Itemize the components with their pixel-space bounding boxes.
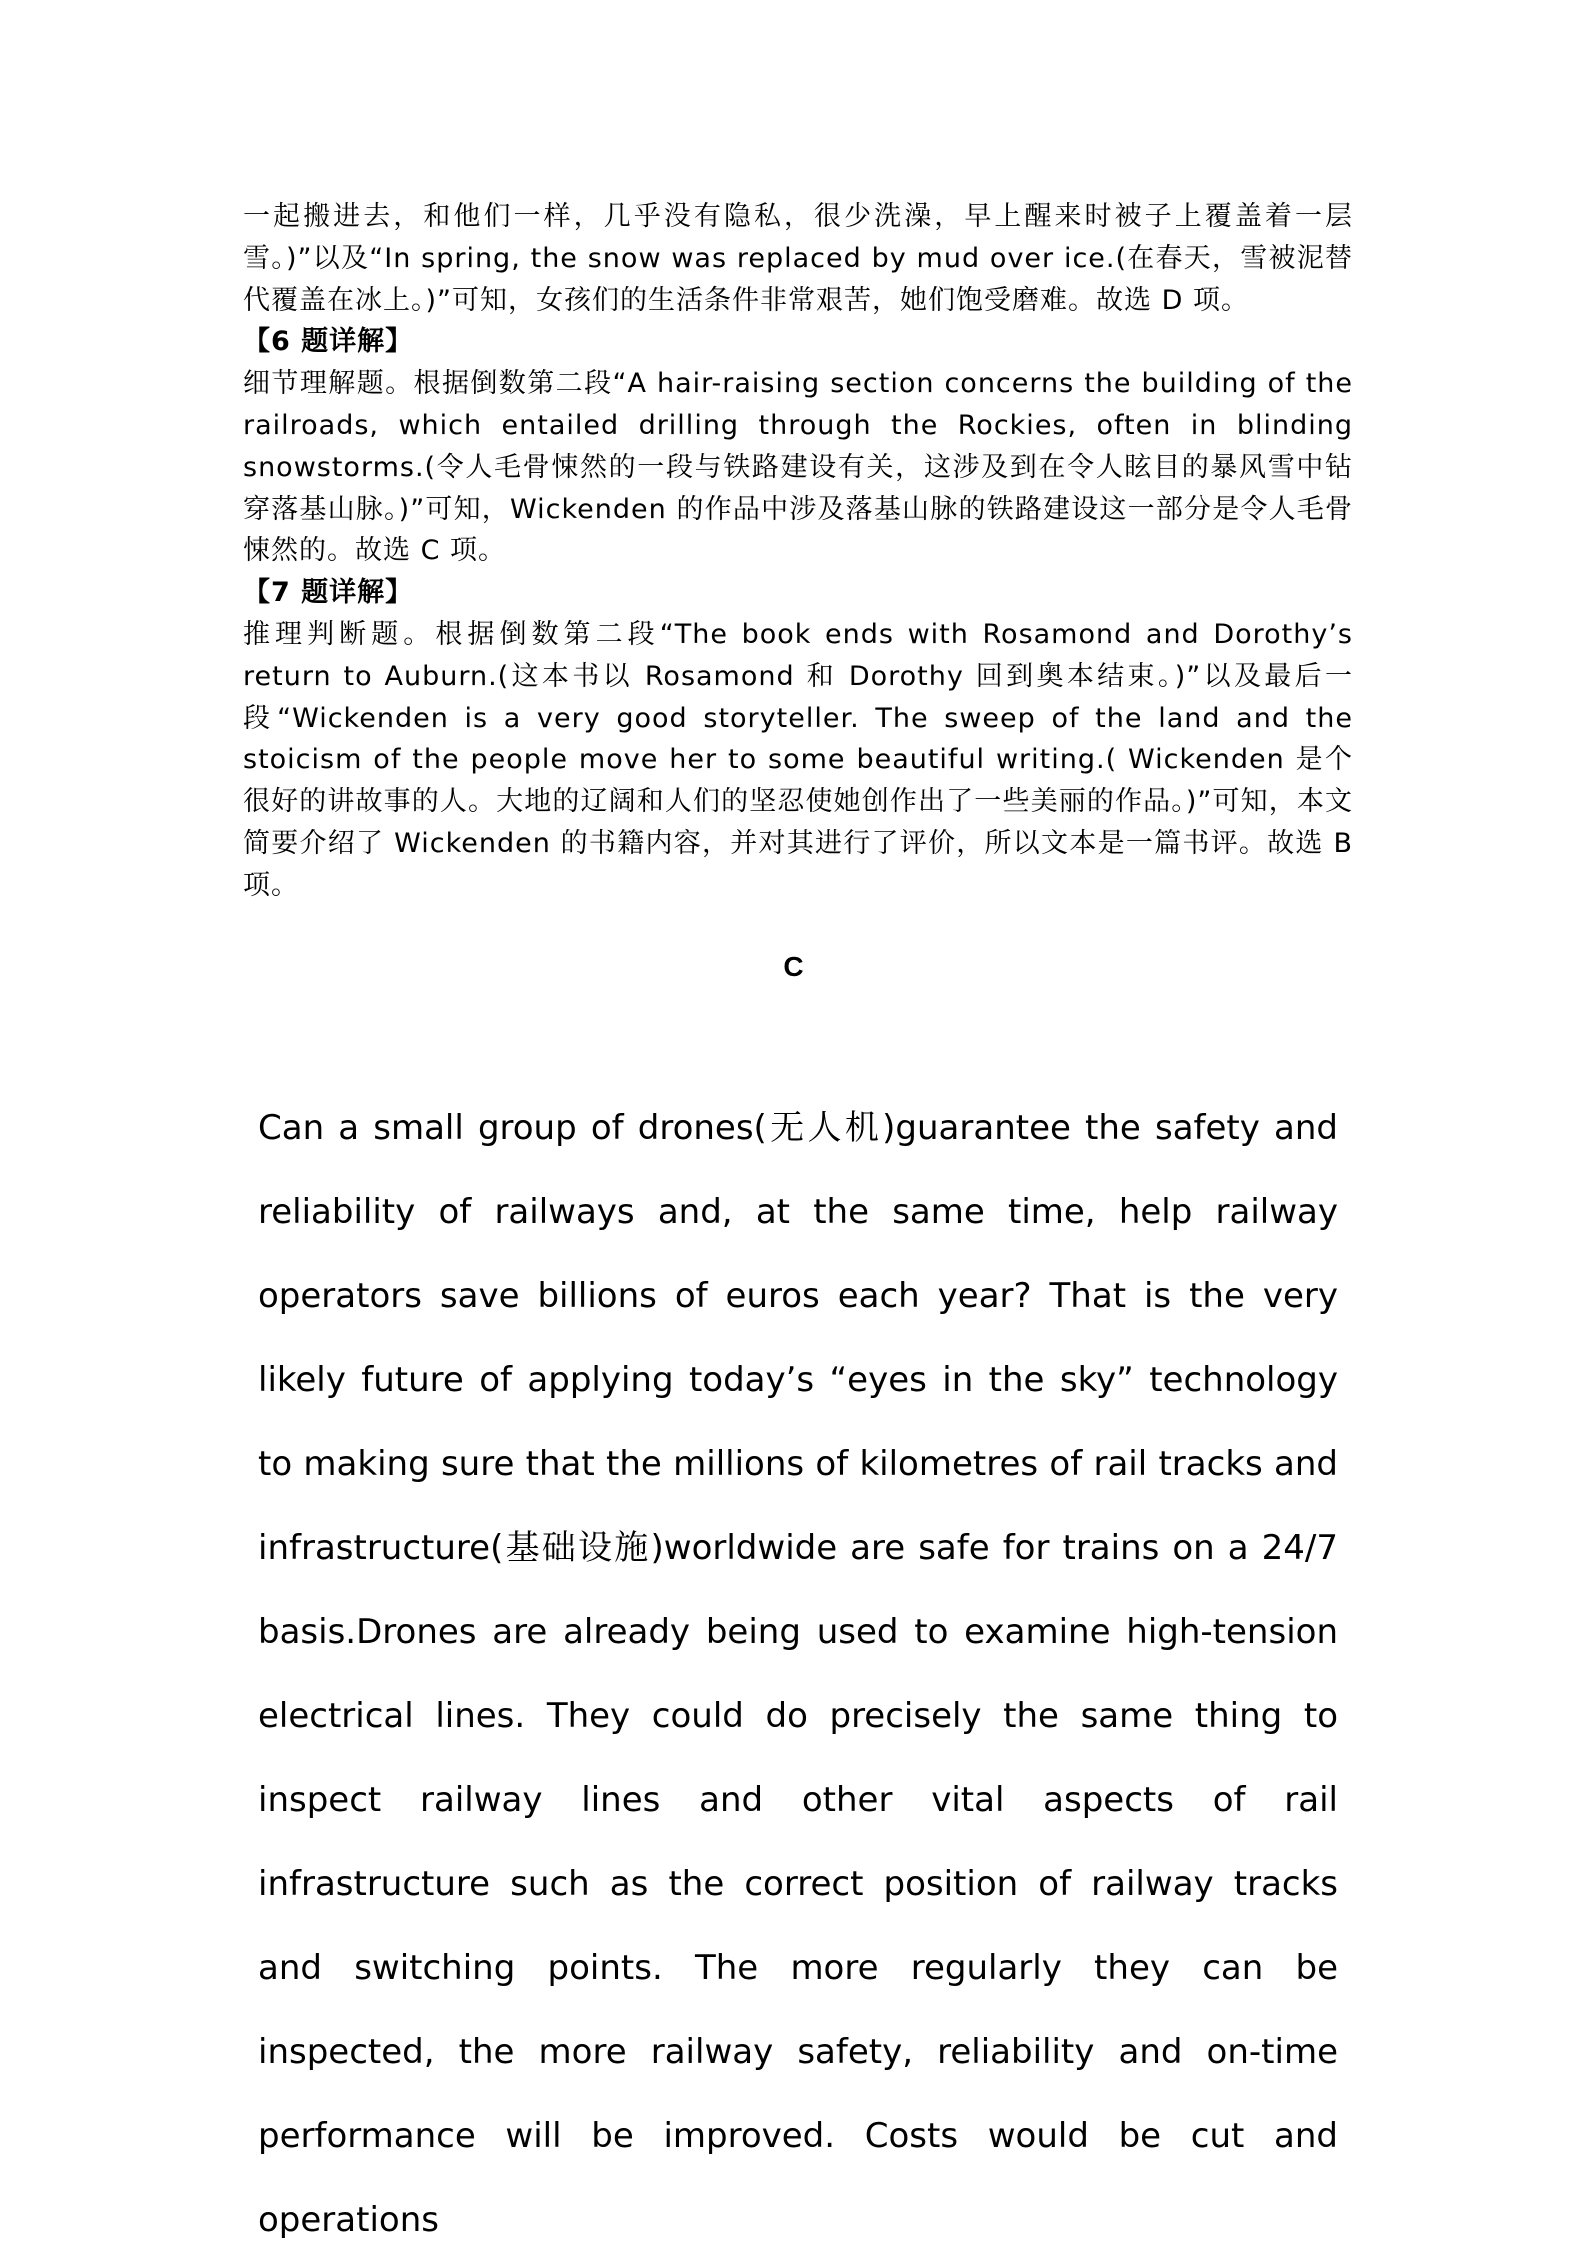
explanation-5-continuation: 一起搬进去，和他们一样，几乎没有隐私，很少洗澡，早上醒来时被子上覆盖着一层雪。)”以及“In spring, the snow was replaced by mud over ice.(在春天，雪被泥替代覆盖在冰上。)”可知，女孩们的生活条件非常艰苦，她们饱受磨难。故选 D 项。 [243,201,1353,316]
explanation-7: 推理判断题。根据倒数第二段“The book ends with Rosamond and Dorothy’s return to Auburn.(这本书以 Rosamond 和 Dorothy 回到奥本结束。)”以及最后一段“Wickenden is a very good storyteller. The sweep of the land and the stoicism of the people move her to some beautiful writing.( Wickenden 是个很好的讲故事的人。大地的辽阔和人们的坚忍使她创作出了一些美丽的作品。)”可知，本文简要介绍了 Wickenden 的书籍内容，并对其进行了评价，所以文本是一篇书评。故选 B 项。 [243,618,1353,901]
section-title: C [783,951,804,982]
answer-explanations [243,196,1353,907]
explanation-6: 细节理解题。根据倒数第二段“A hair-raising section concerns the building of the railroads, which entailed drilling through the Rockies, often in blinding snowstorms.(令人毛骨悚然的一段与铁路建设有关，这涉及到在令人眩目的暴风雪中钻穿落基山脉。)”可知，Wickenden 的作品中涉及落基山脉的铁路建设这一部分是令人毛骨悚然的。故选 C 项。 [243,368,1353,567]
reading-passage: Can a small group of drones(无人机)guarantee the safety and reliability of railways and, at the same time, help railway operators save billions of euros each year? That is the very likely future of applying today’s “eyes in the sky” technology to making sure that the millions of kilometres of rail tracks and infrastructure(基础设施)worldwide are safe for trains on a 24/7 basis.Drones are already being used to examine high-tension electrical lines. They could do precisely the same thing to inspect railway lines and other vital aspects of rail infrastructure such as the correct position of railway tracks and switching points. The more regularly they can be inspected, the more railway safety, reliability and on-time performance will be improved. Costs would be cut and operations [258,1108,1338,2240]
question-7-heading: 【7 题详解】 [243,577,414,609]
question-6-heading: 【6 题详解】 [243,326,414,358]
